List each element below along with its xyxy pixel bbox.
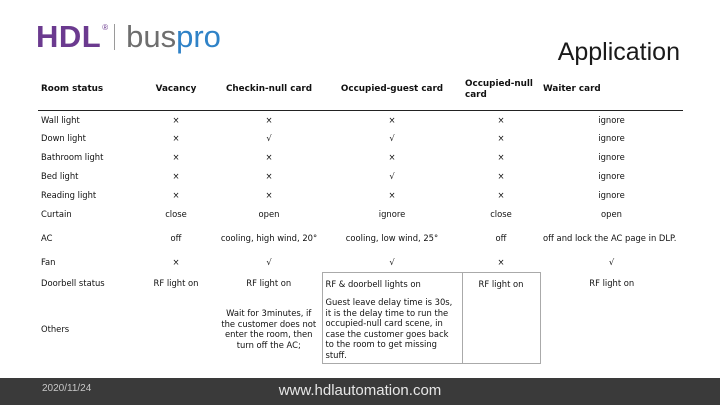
table-header-row [38, 70, 683, 110]
row-label: Wall light [41, 114, 80, 125]
table-cell [540, 295, 683, 363]
table-cell: ignore [378, 209, 406, 220]
logo-bus-text: bus [126, 19, 177, 54]
table-cell: √ [266, 257, 272, 268]
table-row [38, 295, 683, 363]
footer-date: 2020/11/24 [42, 383, 92, 394]
table-cell: √ [389, 133, 395, 144]
table-row [38, 129, 683, 148]
header-waiter-card: Waiter card [540, 70, 683, 110]
table-cell: × [172, 133, 180, 144]
table-row [38, 186, 683, 205]
row-label: Bed light [41, 171, 79, 182]
table-cell: × [497, 257, 505, 267]
table-cell: × [497, 114, 505, 125]
footer-website: www.hdlautomation.com [278, 382, 442, 399]
table-cell: × [172, 114, 180, 125]
table-cell: close [490, 209, 512, 220]
table-row [38, 110, 683, 129]
table-cell: ignore [598, 171, 625, 182]
table-cell: Wait for 3minutes, if the customer does not enter the room, then turn off the AC; [221, 308, 317, 350]
row-label: Reading light [41, 190, 97, 201]
hdl-buspro-logo [36, 20, 221, 54]
table-cell: √ [389, 257, 395, 267]
table-cell [462, 295, 540, 363]
table-cell: ignore [598, 152, 625, 163]
table-cell: × [265, 152, 273, 163]
table-cell: close [165, 209, 187, 220]
table-cell: × [388, 114, 396, 125]
table-cell: × [497, 152, 505, 163]
header-occupied-guest-card: Occupied-guest card [322, 70, 462, 110]
logo-pro-text: pro [176, 19, 221, 54]
table-row [38, 205, 683, 224]
table-cell: open [601, 209, 622, 220]
table-row [38, 167, 683, 186]
table-cell: × [497, 171, 505, 182]
logo-divider [114, 24, 115, 50]
table-cell: ignore [598, 190, 625, 201]
table-cell: RF & doorbell lights on [322, 272, 462, 295]
table-cell: √ [608, 257, 615, 268]
table-cell: RF light on [153, 278, 199, 289]
table-cell: × [172, 257, 180, 268]
table-cell: √ [389, 171, 395, 182]
table-cell: × [388, 190, 396, 201]
table-cell: cooling, low wind, 25° [345, 233, 439, 244]
header-vacancy: Vacancy [136, 70, 216, 110]
table-cell: ignore [598, 133, 625, 144]
table-cell: Guest leave delay time is 30s, it is the delay time to run the occupied-null card scene, in case the customer goes back to the room to get missing stuff. [322, 295, 462, 363]
row-label: Doorbell status [41, 278, 105, 289]
table-cell: × [497, 133, 505, 144]
row-label: Fan [41, 257, 56, 268]
table-cell: ignore [598, 114, 625, 125]
room-status-table [38, 70, 683, 364]
slide-title: Application [557, 38, 680, 66]
table-cell [136, 295, 216, 363]
table-cell: RF light on [462, 272, 540, 295]
row-label: Down light [41, 133, 86, 144]
table-cell: × [265, 114, 273, 125]
table-cell: off and lock the AC page in DLP. [543, 233, 677, 244]
table-cell: × [172, 171, 180, 182]
table-cell: × [172, 152, 180, 163]
header-occupied-null-card: Occupied-null card [462, 70, 540, 110]
table-cell: RF light on [246, 278, 292, 289]
table-cell: open [258, 209, 280, 220]
row-label: Curtain [41, 209, 72, 220]
table-row [38, 224, 683, 253]
logo-registered-mark: ® [102, 23, 109, 32]
table-cell: off [495, 233, 507, 244]
footer-bar [0, 378, 720, 405]
table-cell: off [170, 233, 182, 244]
table-row [38, 272, 683, 295]
header-room-status: Room status [38, 70, 136, 110]
table-cell: × [497, 190, 505, 201]
row-label: Others [41, 323, 70, 334]
row-label: AC [41, 233, 53, 244]
table-row [38, 253, 683, 272]
table-cell: × [172, 190, 180, 201]
logo-hdl-text: HDL [36, 19, 102, 54]
table-cell: × [388, 152, 396, 163]
table-cell: cooling, high wind, 20° [220, 233, 318, 244]
header-checkin-null-card: Checkin-null card [216, 70, 322, 110]
table-cell: × [265, 190, 273, 201]
table-row [38, 148, 683, 167]
table-cell: RF light on [589, 278, 635, 289]
table-cell: √ [266, 133, 272, 144]
row-label: Bathroom light [41, 152, 104, 163]
table-cell: × [265, 171, 273, 182]
